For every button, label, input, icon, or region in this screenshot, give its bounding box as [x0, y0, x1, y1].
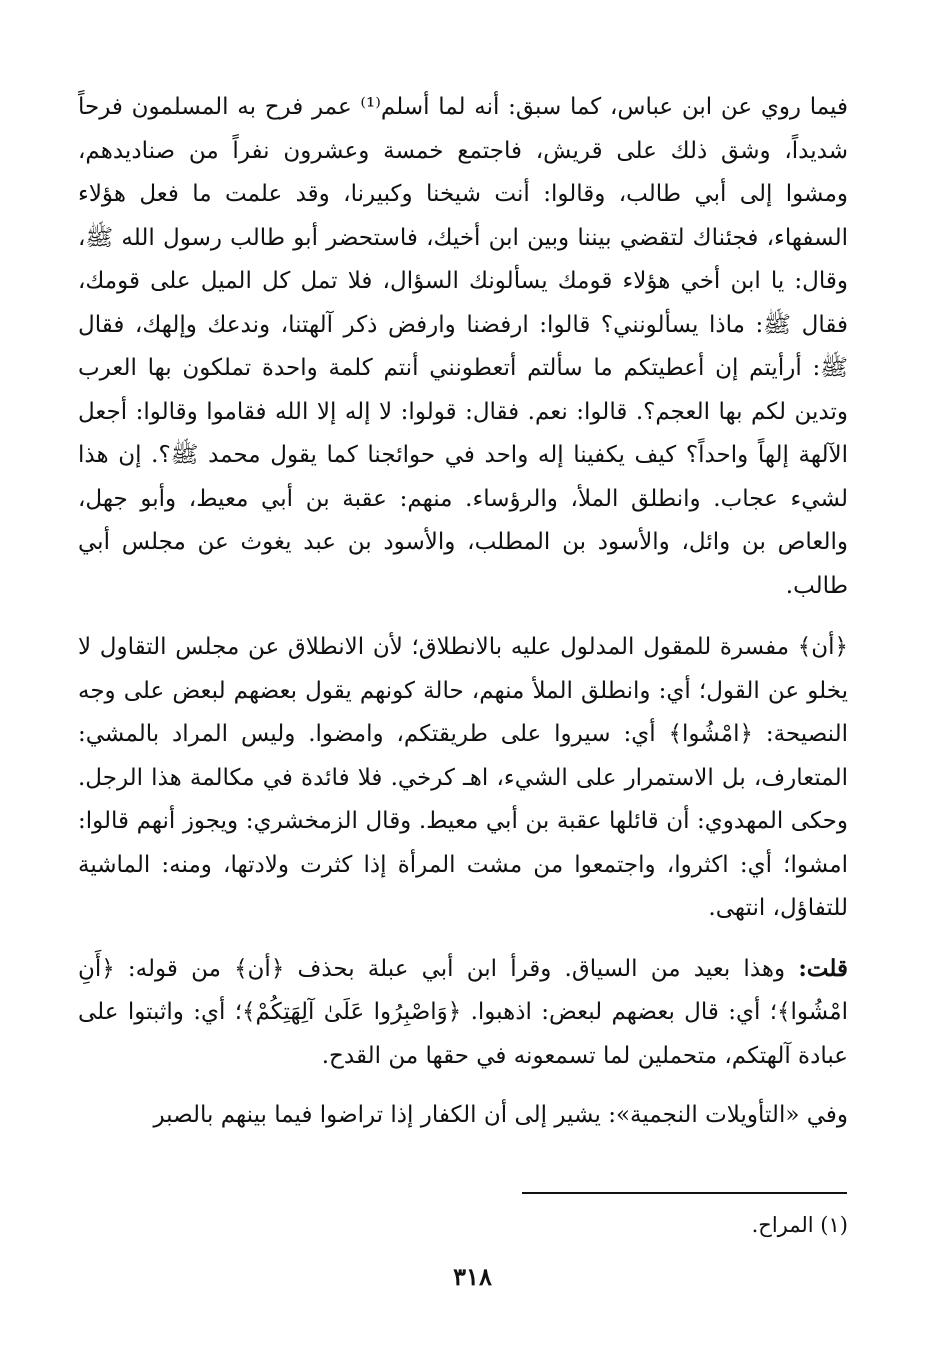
paragraph-2: ﴿أن﴾ مفسرة للمقول المدلول عليه بالانطلاق؛ لأن الانطلاق عن مجلس التقاول لا يخلو عن القول؛ أي: وانطلق الملأ منهم، حالة كونهم يقول بعضهم لبعض على وجه النصيحة: ﴿امْشُوا﴾ أي: سيروا على طريقتكم، وامضوا. وليس المراد بالمشي: المتعارف، بل الاستمرار على الشيء، اهـ كرخي. فلا فائدة في مكالمة هذا الرجل. وحكى المهدوي: أن قائلها عقبة بن أبي معيط. وقال الزمخشري: ويجوز أنهم قالوا: امشوا؛ أي: اكثروا، واجتمعوا من مشت المرأة إذا كثرت ولادتها، ومنه: الماشية للتفاؤل، انتهى. [78, 634, 848, 921]
paragraph-4: وفي «التأويلات النجمية»: يشير إلى أن الكفار إذا تراضوا فيما بينهم بالصبر [153, 1102, 848, 1128]
page-number: ٣١٨ [453, 1262, 492, 1291]
paragraph-3-text: وهذا بعيد من السياق. وقرأ ابن أبي عبلة بحذف ﴿أن﴾ من قوله: ﴿أَنِ امْشُوا﴾؛ أي: قال بعضهم لبعض: اذهبوا. ﴿وَاصْبِرُوا عَلَىٰ آلِهَتِكُمْ﴾؛ أي: واثبتوا على عبادة آلهتكم، متحملين لما تسمعونه في حقها من القدح. [78, 955, 848, 1069]
page-body [78, 86, 848, 1138]
qult-label: قلت: [798, 954, 848, 982]
paragraph-1: فيما روي عن ابن عباس، كما سبق: أنه لما أسلم⁽¹⁾ عمر فرح به المسلمون فرحاً شديداً، وشق ذلك على قريش، فاجتمع خمسة وعشرون نفراً من صناديدهم، ومشوا إلى أبي طالب، وقالوا: أنت شيخنا وكبيرنا، وقد علمت ما فعل هؤلاء السفهاء، فجئناك لتقضي بيننا وبين ابن أخيك، فاستحضر أبو طالب رسول الله ﷺ، وقال: يا ابن أخي هؤلاء قومك يسألونك السؤال، فلا تمل كل الميل على قومك، فقال ﷺ: ماذا يسألونني؟ قالوا: ارفضنا وارفض ذكر آلهتنا، وندعك وإلهك، فقال ﷺ: أرأيتم إن أعطيتكم ما سألتم أتعطونني أنتم كلمة واحدة تملكون بها العرب وتدين لكم بها العجم؟. قالوا: نعم. فقال: قولوا: لا إله إلا الله فقاموا وقالوا: أجعل الآلهة إلهاً واحداً؟ كيف يكفينا إله واحد في حوائجنا كما يقول محمد ﷺ؟. إن هذا لشيء عجاب. وانطلق الملأ، والرؤساء. منهم: عقبة بن أبي معيط، وأبو جهل، والعاص بن وائل، والأسود بن المطلب، والأسود بن عبد يغوث عن مجلس أبي طالب. [78, 94, 848, 599]
footnote: (١) المراح. [751, 1213, 848, 1237]
paragraph-3 [78, 947, 848, 1079]
footnote-divider [522, 1192, 847, 1194]
